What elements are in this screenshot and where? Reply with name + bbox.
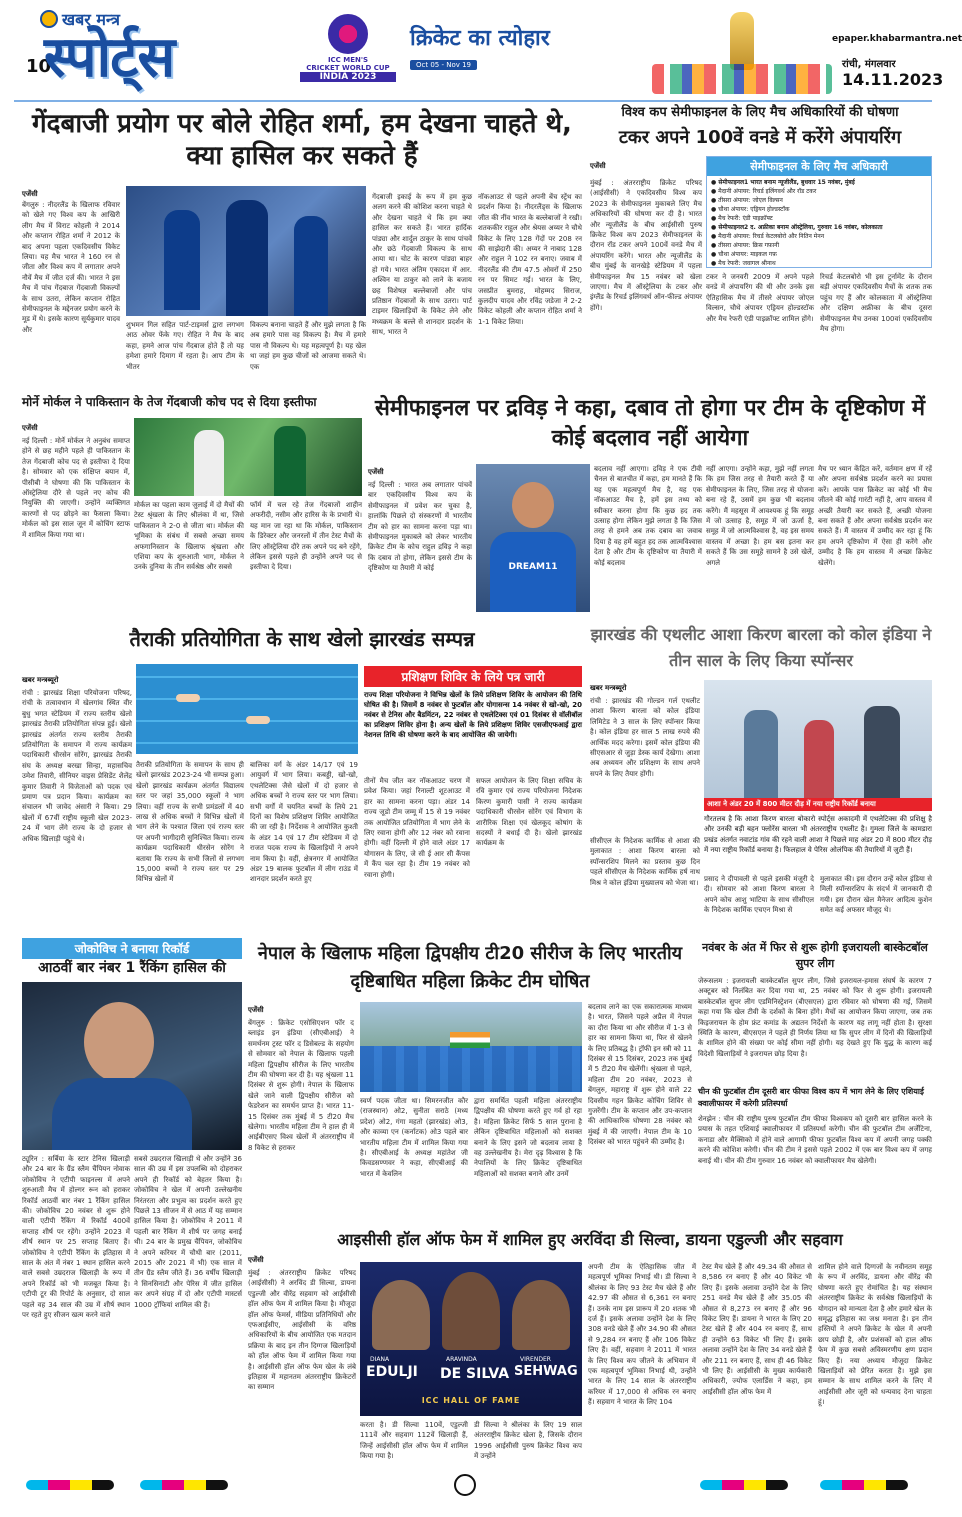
hof-col-3: डी सिल्वा ने श्रीलंका के लिए 19 साल अंतरराष्ट्रीय क्रिकेट खेला है, जिसके दौरान 1996 आईसीसी पुरुष क्रिकेट विश्व कप में उन्होंने [474,1421,582,1461]
festival-banner [410,22,610,82]
umpires-col-1: मुंबई : अंतरराष्ट्रीय क्रिकेट परिषद (आईसीसी) ने एकदिवसीय विश्व कप 2023 के सेमीफाइनल मुकाबले लिए मैच अधिकारियों की घोषणा कर दी है। भारत और न्यूजीलैंड के बीच आईसीसी पुरुष क्रिकेट विश्व कप 2023 सेमीफाइनल के दौरान रॉड टकर अपने 100वें वनडे मैच में अंपायरिंग करेंगे। भारत और न्यूजीलैंड के बीच मुंबई के वानखेड़े स्टेडियम में पहला सेमीफाइनल मैच 15 नवंबर को खेला जाएगा। मैच में ऑस्ट्रेलिया के टकर और इंग्लैंड के रिचर्ड इलिंगवर्थ ऑन-फील्ड अंपायर होंगे। [590,179,702,312]
morkel-col-1: नई दिल्ली : मोर्ने मोर्कल ने अनुबंध समाप्त होने से छह महीने पहले ही पाकिस्तान के तेज गेंदबाजी कोच पद से इस्तीफा दे दिया है। सोमवार को एक संक्षिप्त बयान में, पीसीबी ने घोषणा की कि पाकिस्तान के ऑस्ट्रेलिया दौरे से पहले नए कोच की नियुक्ति की जाएगी। उन्होंने व्यक्तिगत कारणों से पद छोड़ने का फैसला किया। मोर्कल को इस साल जून में कोचिंग स्टाफ में शामिल किया गया था। [22,437,130,539]
officials-item: ● मैच रेफरी: एंडी पाइक्रॉफ्ट [711,215,773,222]
poster-name-2: DE SILVA [440,1366,510,1382]
morkel-col-3: फॉर्म में चल रहे तेज गेंदबाजों शाहीन अफरीदी, नसीम और हारिस के के प्रभारी थे। यह मान जा रहा था कि मोर्कल, पाकिस्तान के डिरेक्टर और जनरलों में तीन टेस्ट मैचों के लिए ऑस्ट्रेलिया दौरे तक अपने पद बने रहेंगे, लेकिन इससे पहले ही उन्होंने अपने पद से इस्तीफा दे दिया। [250,501,362,572]
dravid-jersey-text: DREAM11 [508,562,558,572]
rohit-col-3: विकल्प बनाना चाहते हैं और मुझे लगता है कि अब हमारे पास वह विकल्प है। मैच में हमारे पास नौ विकल्प थे। यह महत्वपूर्ण है। यह खेल था जहां हम कुछ चीजों को आजमा सकते थे। एक [250,321,366,371]
cwc-label-3: INDIA 2023 [300,72,396,82]
officials-item: ● मैदानी अंपायर: रिचर्ड इलिंगवर्थ और रॉड टकर [711,188,817,195]
poster-footer: ICC HALL OF FAME [421,1396,521,1405]
flags-icon [652,64,832,94]
nepal-col-3: द्वारा समर्थित पहली महिला अंतरराष्ट्रीय द्विपक्षीय की घोषणा करते हुए गर्व हो रहा है। महिला क्रिकेट सिर्फ 5 साल पुराना है लेकिन दृष्टिबाधित महिलाओं को सशक्त बनाने के लिए इसने जो बदलाव लाया है वह उल्लेखनीय है। मेरा दृढ़ विश्वास है कि नेपालियों के लिए क्रिकेट दृष्टिबाधित महिलाओं को सशक्त बनाने और उनमें [474,1097,582,1178]
dravid-dateline: एजेंसी [368,468,384,476]
djokovic-photo [22,982,242,1150]
asha-photo-caption: आशा ने अंडर 20 में 800 मीटर दौड़ में नया राष्ट्रीय रिकॉर्ड बनाया [704,798,932,811]
crosshair-icon [454,1474,476,1496]
asha-photo [704,680,932,798]
rohit-headline: गेंदबाजी प्रयोग पर बोले रोहित शर्मा, हम देखना चाहते थे, क्या हासिल कर सकते हैं [32,109,572,171]
morkel-headline: मोर्ने मोर्कल ने पाकिस्तान के तेज गेंदबाजी कोच पद से दिया इस्तीफा [22,395,317,409]
umpires-col-3: रिचर्ड केटलबोरो भी इस टूर्नामेंट के दौरान बड़ी अंपायर एकदिवसीय मैचों के शतक तक पहुंच गए हैं और कोलकाता में ऑस्ट्रेलिया और दक्षिण अफ्रीका के बीच दूसरा सेमीफाइनल मैच उनका 100वां एकदिवसीय मैच होगा। [820,273,932,334]
officials-item: ● चौथा अंपायर: एड्रियन होल्डस्टॉक [711,206,790,213]
asha-dateline: खबर मन्त्रब्यूरो [590,684,627,692]
umpires-dateline: एजेंसी [590,162,606,170]
rohit-photo [126,186,366,316]
poster-first-3: VIRENDER [520,1356,551,1363]
banner-dates: Oct 05 - Nov 19 [410,60,477,70]
rohit-col-4: गेंदबाजी इकाई के रूप में हम कुछ अलग करने की कोशिश करना चाहते थे और देखना चाहते थे कि हम क्या हासिल कर सकते हैं। भारत हार्दिक पांड्या और शार्दुल ठाकुर के साथ पांचवें और छठे गेंदबाजी विकल्प के साथ आया था। चोट के कारण पांड्या बाहर हो गये। भारत अंतिम एकादश में आर. अश्विन या ठाकुर को लाने के बजाय छह विशेषज्ञ बल्लेबाजों और पांच प्रतिष्ठान गेंदबाजों के साथ उतरा। पार्ट टाइमर खिलाड़ियों के विकेट लेने और मध्यक्रम के बल्ले से शानदार प्रदर्शन के साथ, भारत ने [372,193,472,337]
epaper-link[interactable]: epaper.khabarmantra.net [832,34,962,44]
djokovic-col-1: ट्यूरिन : सर्बिया के स्टार टेनिस खिलाड़ी और 24 बार के ग्रैंड स्लैम चैंपियन नोवाक जोकोविच ने एटीपी फाइनल्स में अपने शुरुआती मैच में होल्गर रून को हराकर रिकॉर्ड आठवीं बार नंबर 1 रैंकिंग हासिल की। जोकोविच 20 नवंबर से शुरू होने वाली एटीपी रैंकिंग में रिकॉर्ड 400वें सप्ताह शीर्ष पर रहेंगे। उन्होंने 2023 में शीर्ष स्थान पर 25 सप्ताह बिताए हैं। जोकोविच ने एटीपी रैंकिंग के इतिहास में साल के अंत में नंबर 1 स्थान हासिल करने वाले सबसे उम्रदराज खिलाड़ी के रूप में अपने रिकॉर्ड को भी मजबूत किया है। एटीपी टूर की रिपोर्ट के अनुसार, दो साल पहले वह 34 साल की उम्र में शीर्ष स्थान पर रहते हुए सीजन खत्म करने वाले [22,1155,130,1320]
training-notice-body: राज्य शिक्षा परियोजना ने विभिन्न खेलों के लिये प्रशिक्षण शिविर के आयोजन की तिथि घोषित की है। जिसमें 8 नवंबर से फुटबॉल और योगासन्स 14 नवंबर से खो-खो, 20 नवंबर से टेनिस और बैडमिंटन, 22 नवंबर से एथलेटिक्स एवं 01 दिसंबर से वॉलीबॉल का प्रशिक्षण शिविर होना है। अन्य खेलों के लिये प्रशिक्षण शिविर एसजीएफआई द्वारा नेशनल तिथि की घोषणा करने के बाद आयोजित की जायेगी। [364,691,582,739]
asha-col-1b: सीसीएल के निदेशक कार्मिक से आशा की मुलाकात : आशा किरण बारला को स्पॉन्सरशिप मिलने का प्रस्ताव कुछ दिन पहले सीसीएल के निदेशक कार्मिक हर्ष नाथ मिश्र ने कोल इंडिया मुख्यालय को भेजा था। [590,837,700,887]
trophy-icon [730,12,754,70]
nepal-col-1: बेंगलुरु : क्रिकेट एसोसिएशन फॉर द ब्लाइंड इन इंडिया (सीएबीआई) ने समर्थनम ट्रस्ट फॉर द डिसेबल्ड के सहयोग से सोमवार को नेपाल के खिलाफ पहली महिला द्विपक्षीय सीरीज के लिए भारतीय टीम की घोषणा कर दी है। यह श्रृंखला 11 दिसंबर से शुरू होगी। नेपाल के खिलाफ खेले जाने वाली द्विपक्षीय सीरीज को फेडरेशन का समर्थन प्राप्त है। भारत 11-15 दिसंबर तक मुंबई में 5 टी20 मैच खेलेगा। भारतीय महिला टीम ने हाल ही में आईबीएसए विश्व खेलों में अंतरराष्ट्रीय में 8 विकेट से हराकर [248,1019,354,1152]
training-notice [364,666,582,762]
training-notice-title: प्रशिक्षण शिविर के लिये पत्र जारी [364,666,582,687]
asha-col-2: प्रसाद ने दीपावली से पहले इसकी मंजूरी दे दी। सोमवार को आशा किरण बारला ने अपने कोच आशु भाटिया के साथ सीसीएल के निदेशक कार्मिक एचएन मिश्रा से [704,875,814,915]
nepal-headline: नेपाल के खिलाफ महिला द्विपक्षीय टी20 सीरीज के लिए भारतीय दृष्टिबाधित महिला क्रिकेट टीम घोषित [257,943,683,992]
isl-headline: नवंबर के अंत में फिर से शुरू होगी इजरायली बास्केटबॉल सुपर लीग [702,941,928,970]
nepal-team-photo [360,1002,582,1092]
masthead [0,0,962,104]
trophy-illustration [652,8,832,98]
asha-col-1: रांची : झारखंड की गोल्डन गर्ल एथलीट आशा किरण बारला को कोल इंडिया लिमिटेड ने 3 साल के लिए स्पॉन्सर किया है। कोल इंडिया हर साल 5 लाख रुपये की आर्थिक मदद करेगा। इसमें कोल इंडिया की सीएसआर से जुड़ा डेस्क कार्य देखेगा। आशा अब अध्ययन और प्रशिक्षण के साथ अपने सपने के लिए तैयार होंगी। [590,697,700,778]
asha-col-3: मुलाकात की। इस दौरान उन्हें कोल इंडिया से मिली स्पॉन्सरशिप के संदर्भ में जानकारी दी गयी। इस दौरान खेल मैनेजर आदित्य कुशेन समेत कई अफसर मौजूद थे। [820,875,932,915]
rohit-col-1: बेंगलुरु : नीदरलैंड के खिलाफ रविवार को खेले गए विश्व कप के आखिरी लीग मैच में विराट कोहली ने 2014 और कप्तान रोहित शर्मा ने 2012 के बाद अपना पहला एकदिवसीय विकेट लिया। यह मैच भारत ने 160 रन से जीता और विश्व कप में लगातार अपने नौवें मैच में जीत दर्ज की। भारत ने इस मैच में पांच गेंदबाज गेंदबाजी विकल्पों के साथ उतरा, लेकिन कप्तान रोहित सेमीफाइनल के मद्देनजर प्रयोग करने के मूड में थे। इसके कारण सूर्यकुमार यादव और [22,201,120,334]
poster-first-1: DIANA [370,1356,390,1363]
dravid-col-1: नई दिल्ली : भारत अब लगातार पांचवें बार एकदिवसीय विश्व कप के सेमीफाइनल में प्रवेश कर चुका है, हालांकि पिछले दो संस्करणों में भारतीय टीम को हार का सामना करना पड़ा था। सेमीफाइनल मुकाबले को लेकर भारतीय क्रिकेट टीम के कोच राहुल द्रविड़ ने कहा कि दबाव तो होगा, लेकिन इससे टीम के दृष्टिकोण या तैयारी में कोई [368,481,472,573]
dravid-col-3: नहीं आएगा। उन्होंने कहा, मुझे नहीं लगता कि हम जिस तरह से तैयारी करते हैं या सेमीफाइनल के लिए, जिस तरह से योजना बना रहे हैं, उसमें हम कुछ भी बदलाव करेंगे। मैं महसूस में आवश्यक हूं कि समूह में जो उत्साह है, समूह में जो ऊर्जा है, समूह में जो आत्मविश्वास है, वह इस समय वास्तव में अच्छा है। हम बस इतना कर सकते हैं कि उस समूहे सामने है उसे खेलें, अगले [706,465,814,567]
djokovic-tagline: जोकोविच ने बनाया रिकॉर्ड [22,938,242,959]
isl-col-2: शेनझेन : चीन की राष्ट्रीय पुरुष फुटबॉल टीम फीफा विश्वकप को दूसरी बार हासिल करने के प्रयास के तहत एशियाई क्वालीफायर में प्रतिस्पर्धा करेगी। चीन की फुटबॉल टीम अर्जेंटिना, कनाडा और मैक्सिको में होने वाले आगामी फीफा फुटबॉल विश्व कप में अपनी जगह पक्की करने की कोशिश करेगी। चीन की टीम ने इससे पहले 2002 में एक बार विश्व कप में जगह बनाई थी। चीन की टीम गुरुवार 16 नवंबर को क्वालीफायर मैच खेलेगी। [698,1115,932,1165]
nepal-dateline: एजेंसी [248,1006,264,1014]
umpires-headline: टकर अपने 100वें वनडे में करेंगे अंपायरिंग [618,127,902,148]
city-day: रांची, मंगलवार [842,59,896,70]
banner-title: क्रिकेट का त्योहार [410,26,550,51]
swim-col-5: सफल आयोजन के लिए शिक्षा सचिव के रवि कुमार एवं राज्य परियोजना निदेशक किरण कुमारी पासी ने राज्य कार्यक्रम पदाधिकारी धीरसेन सोरेंग एवं विभाग के शारीरिक शिक्षा एवं खेलकूद कोषांग के सदस्यों ने बधाई दी है। खेलो झारखंड कार्यक्रम के [476,777,582,848]
officials-item: ● तीसरा अंपायर: जोएल विल्सन [711,197,783,204]
officials-item: ● मैच रेफरी: जवागल श्रीनाथ [711,260,776,267]
officials-item: ● सेमीफाइनल2 द. अफ्रीका बनाम ऑस्ट्रेलिया, गुरुवार 16 नवंबर, कोलकाता [711,224,883,231]
nepal-col-2: स्वर्ण पदक जीता था। सिमरनजीत कौर (राजस्थान) ओ2, सुनीता सराठे (मध्य प्रदेश) ओ2, गंगा महतो (झारखंड) ओ3, और काव्या एन (कर्नाटक) ओ3 पहले बार भारतीय महिला टीम में शामिल किया गया है। सीएबीआई के अध्यक्ष महांतेश जी किवडसण्णवर ने कहा, सीएबीआई की भारत में केवलिन [360,1097,468,1178]
poster-name-3: SEHWAG [514,1364,578,1379]
swim-col-2: तैराकी प्रतियोगिता के समापन के साथ ही खेलो झारखंड 2023-24 भी सम्पन्न हुआ। खेलो झारखंड कार्यक्रम अंतर्गत विद्यालय स्तर पर जहां 35,000 स्कूलों ने भाग लिया। वहीं राज्य के सभी प्रमंडलों में 40 लाख से अधिक बच्चों ने विभिन्न खेलों में भाग लेने के पश्चात जिला एवं राज्य स्तर पर अपनी भागीदारी सुनिश्चित किया। राज्य कार्यक्रम पदाधिकारी धीरसेन सोरेंग ने बताया कि राज्य के सभी जिलों से लगभग 15,000 बच्चों ने राज्य स्तर पर 29 विभिन्न खेलों में [136,761,244,884]
hof-col-2: करता है। डी सिल्वा 110वें, एडुल्जी 111वें और सहवाग 112वें खिलाड़ी हैं, जिन्हें आईसीसी हॉल ऑफ फेम में शामिल किया गया है। [360,1421,468,1461]
asha-body: गौरतलब है कि आशा किरण बारला बोकारो स्पोर्ट्स अकादमी में एथलेटिक्स की प्रशिक्षु है और उनकी बड़ी बहन फ्लोरेंस बारला भी अंतरराष्ट्रीय एथलीट है। गुमला जिले के कामडारा प्रखंड अंतर्गत नवाटांड गांव की रहने वाली आशा ने पिछले माह अंडर 20 में 800 मीटर दौड़ में नया राष्ट्रीय रिकॉर्ड बनाया है। फिलहाल वे पेरिस ओलंपिक की तैयारियों में जुटी हैं। [704,815,932,855]
dravid-photo [476,464,590,612]
officials-item: ● मैदानी अंपायर: रिचर्ड केटलबोरो और नितिन मेनन [711,233,825,240]
section-title: स्पोर्ट्स [44,25,175,90]
swim-col-1: रांची : झारखंड शिक्षा परियोजना परिषद, रांची के तत्वावधान में खेलगांव स्थित वीर बुधु भगत स्टेडियम में राज्य स्तरीय खेलो झारखंड तैराकी प्रतियोगिता संपन्न हुई। खेलो झारखंड अंतर्गत राज्य स्तरीय तैराकी प्रतियोगिता के समापन में राज्य कार्यक्रम पदाधिकारी धीरसेन सोरेंग, झारखंड तैराकी संघ के अध्यक्ष बरखा सिन्हा, महासचिव उमेश तिवारी, सीनियर वाइस प्रेसिडेंट शैलेंद्र कुमार तिवारी ने विजेताओं को पदक एवं प्रमाण पत्र प्रदान किया। कार्यक्रम का संचालन भी जावेद अंसारी ने किया। 29 खेलों में 67वीं राष्ट्रीय स्कूली खेल 2023-24 में भाग लेंगे राज्य के दो हजार से अधिक खिलाड़ी पहुंचे थे। [22,689,132,843]
umpires-col-2: टकर ने जनवरी 2009 में अपने पहले वनडे में अंपायरिंग की थी और उनके इस ऐतिहासिक मैच में तीसरे अंपायर जोएल विल्सन, चौथे अंपायर एड्रियन होल्डस्टॉक और मैच रेफरी एंडी पाइक्रॉफ्ट शामिल होंगे। [706,273,814,323]
hof-col-6: शामिल होने वाले दिग्गजों के नवीनतम समूह के रूप में अरविंद, डायना और वीरेंद्र की घोषणा करते हुए रोमांचित है। यह संस्थान अंतरराष्ट्रीय क्रिकेट के सर्वश्रेष्ठ खिलाड़ियों के योगदान को मान्यता देता है और हमारे खेल के समृद्ध इतिहास का जश्न मनाता है। इन तीन हस्तियों ने अपने क्रिकेट के खेल में अपनी छाप छोड़ी है, और प्रशंसकों को हाल ऑफ फेम में कुछ सबसे अविस्मरणीय क्षण प्रदान किए हैं। नया अध्याय मौजूदा क्रिकेट खिलाड़ियों को प्रेरित करता है। मुझे इस सम्मान के साथ शामिल करने के लिए में आईसीसी और जूरी को धन्यवाद देना चाहता हूं। [818,1263,932,1407]
dravid-headline: सेमीफाइनल पर द्रविड़ ने कहा, दबाव तो होगा पर टीम के दृष्टिकोण में कोई बदलाव नहीं आयेगा [374,396,926,451]
officials-list [707,176,931,270]
officials-item: ● चौथा अंपायर: माइकल गफ़ [711,251,777,258]
registration-marks [0,1470,945,1510]
rohit-col-2: शुभमन गिल सहित पार्ट-टाइमर्स द्वारा लगभग आठ ओवर फेंके गए। रोहित ने मैच के बाद कहा, हमने आज पांच गेंदबाज होते हैं तो यह हमेशा हमारे दिमाग में रहता है। आप टीम के भीतर [126,321,244,371]
poster-name-1: EDULJI [366,1364,418,1380]
swim-headline: तैराकी प्रतियोगिता के साथ खेलो झारखंड सम्पन्न [129,627,475,651]
cwc-emblem-icon [328,14,368,54]
djokovic-col-2: सबसे उम्रदराज खिलाड़ी थे और उन्होंने 36 साल की उम्र में इस उपलब्धि को दोहराकर अपने ही रिकॉर्ड को बेहतर किया है। जोकोविच ने खेल में अपनी उल्लेखनीय निरंतरता और प्रभुत्व का प्रदर्शन करते हुए पिछले 13 सीजन में से आठ में यह सम्मान हासिल किया है। जोकोविच ने 2011 में पहली बार रैंकिंग में शीर्ष पर जगह बनाई थी। 24 बार के प्रमुख चैंपियन, जोकोविच ने अपने करियर में चौथी बार (2011, 2015 और 2021 में भी) एक साल में तीन ग्रैंड स्लैम जीते हैं। 36 वर्षीय खिलाड़ी ने सिनसिनाटी और पेरिस में जीत हासिल कर अपने संग्रह में दो और एटीपी मास्टर्स 1000 ट्रॉफियां शामिल की हैं। [134,1155,242,1309]
umpires-kicker: विश्व कप सेमीफाइनल के लिए मैच अधिकारियों की घोषणा [621,105,899,120]
officials-item: ● सेमीफाइनल1 भारत बनाम न्यूजीलैंड, बुधवार 15 नवंबर, मुंबई [711,179,855,186]
asha-headline: झारखंड की एथलीट आशा किरण बारला को कोल इंडिया ने तीन साल के लिए किया स्पॉन्सर [590,625,932,670]
rohit-col-5: नॉकआउट से पहले अपनी बेंच स्ट्रेंथ का प्रदर्शन किया है। नीदरलैंड्स के खिलाफ जीत की नींव भारत के बल्लेबाजों ने रखी। शतककीर राहुल और श्रेयस अय्यर ने चौथे विकेट के लिए 128 गेंदों पर 208 रन की साझेदारी की। अय्यर ने नाबाद 128 और राहुल ने 102 रन बनाए। जवाब में नीदरलैंड की टीम 47.5 ओवरों में 250 रन पर सिमट गई। भारत के लिए, जसप्रीत बुमराह, मोहम्मद सिराज, कुलदीप यादव और रविंद्र जडेजा ने 2-2 विकेट कोहली और कप्तान रोहित शर्मा ने 1-1 विकेट लिया। [478,193,582,326]
morkel-dateline: एजेंसी [22,424,38,432]
cwc-label-2: CRICKET WORLD CUP [306,64,390,72]
issue-date: 14.11.2023 [842,70,944,89]
dravid-col-2: बदलाव नहीं आएगा। द्रविड़ ने एक टीवी चैनल से बातचीत में कहा, हम मानते हैं कि यह एक महत्वपूर्ण मैच है, यह एक नॉकआउट मैच है, हमें इस तथ्य को स्वीकार करना होगा कि कुछ हद तक उत्साह होगा लेकिन मुझे लगता है कि जिस तरह से हमने अब तक दबाव का जवाब दिया है वह हमें बहुत हद तक आत्मविश्वास देता है और टीम के दृष्टिकोण या तैयारी में कोई बदलाव [594,465,702,567]
cwc-label-1: ICC MEN'S [327,56,369,64]
hof-dateline: एजेंसी [248,1256,264,1264]
hof-col-5: टेस्ट मैच खेले हैं और 49.34 की औसत से 8,586 रन बनाए हैं और 40 विकेट भी लिए हैं। इसके अलावा उन्होंने देश के लिए 251 वनडे मैच खेले हैं और 35.05 की औसत से 8,273 रन बनाए हैं और 96 विकेट लिए हैं। डायना ने भारत के लिए 20 टेस्ट खेले हैं और 404 रन बनाए हैं, साथ ही उन्होंने 63 विकेट भी लिए हैं। इसके अलावा उन्होंने देश के लिए 34 वनडे खेले हैं और 211 रन बनाए हैं, साथ ही 46 विकेट भी लिए हैं। आईसीसी के मुख्य कार्यकारी अधिकारी, ज्योफ एलार्डिस ने कहा, हम आईसीसी हॉल ऑफ फेम में [702,1263,812,1396]
djokovic-headline: आठवीं बार नंबर 1 रैंकिंग हासिल की [38,960,226,976]
hof-headline: आइसीसी हॉल ऑफ फेम में शामिल हुए अरविंदा डी सिल्वा, डायना एडुल्जी और सहवाग [337,1230,843,1249]
swim-dateline: खबर मन्त्रब्यूरो [22,676,59,684]
brand-name: खबर मन्त्र [62,10,120,29]
officials-item: ● तीसरा अंपायर: क्रिस गफ़ानी [711,242,780,249]
nepal-col-4: बदलाव लाने का एक सकारात्मक माध्यम है। भारत, जिसने पहले अप्रैल में नेपाल का दौरा किया था और सीरीज में 1-3 से हार का सामना किया था, फिर से खेलने के लिए प्रतिबद्ध है। ट्रॉफी इन स्त्री को 11 दिसंबर से 15 दिसंबर, 2023 तक मुंबई में 5 टी20 मैच खेलेंगी। श्रृंखला से पहले, महिला टीम 20 नवंबर, 2023 से बेंगलुरु, महाराष्ट्र में शुरू होने वाले 22 दिवसीय गहन क्रिकेट कोचिंग शिविर से गुजरेंगी। टीम के कप्तान और उप-कप्तान की आधिकारिक घोषणा 28 नवंबर को मुंबई में की जाएगी। नेपाल टीम के 10 दिसंबर को भारत पहुंचने की उम्मीद है। [588,1003,692,1147]
swim-col-3: बालिका वर्ग के अंडर 14/17 एवं 19 आयुवर्ग में भाग लिया। कबड्डी, खो-खो, एथलेटिक्स जैसे खेलों में दो हजार से अधिक बच्चों ने राज्य स्तर पर भाग लिया। सभी वर्गों में चयनित बच्चों के लिये 21 दिनों का विशेष प्रशिक्षण शिविर आयोजित की जा रही है। निर्देशक ने आयोजित कुश्ती के अंडर 14 एवं 17 टीम स्टेडियम में दो राजत पदक राज्य के खिलाड़ियों ने अपने नाम किया है। वहीं, क्षेत्रनगर में आयोजित अंडर 19 बालक फुटबॉल में लीग राउंड में शानदार प्रदर्शन करते हुए [250,761,358,884]
masthead-rule [14,100,932,102]
swim-photo [136,664,358,754]
officials-box-title: सेमीफाइनल के लिए मैच अधिकारी [707,157,931,176]
isl-col-1: जेरूसलम : इजरायली बास्केटबॉल सुपर लीग, जिसे इजरायल-हमास संघर्ष के कारण 7 अक्टूबर को निलंबित कर दिया गया था, 25 नवंबर को फिर से शुरू होगी। इजरायली बास्केटबॉल सुपर लीग एडमिनिस्ट्रेशन (बीएसएल) द्वारा रविवार को घोषणा की गई, जिसमें कहा गया कि खेल टीवी के दर्शकों के बिना होंगे। मैचों का आयोजन किया जाएगा, जब तक किइजरायल के होम फ्रंट कमांड के अद्यतन निर्देशों के कारण यह लागू नहीं होता है। सुरक्षा स्थिति के कारण, बीएसएल ने पहले ही निर्णय लिया था कि सुपर लीग में दिनों की खिलाड़ियों के शामिल होने की संख्या पर कोई सीमा नहीं होगी। यह देखते हुए कि युद्ध के कारण कई विदेशी खिलाड़ियों ने इजरायल छोड़ दिया है। [698,977,932,1058]
poster-first-2: ARAVINDA [446,1356,477,1363]
hof-poster [360,1262,582,1416]
morkel-photo [134,418,362,496]
dravid-col-4: मैच पर ध्यान केंद्रित करें, वर्तमान क्षण में रहें और अपना सर्वश्रेष्ठ प्रदर्शन करने का प्रयास करें। आपके पास क्रिकेट का कोई भी मैच जीतने की कोई गारंटी नहीं है, आप वास्तव में अच्छी तैयारी कर सकते हैं, अच्छी योजना बना सकते हैं और अपना सर्वश्रेष्ठ प्रदर्शन कर सकते हैं। मैं वास्तव में उम्मीद कर रहा हूं कि हम अपने दृष्टिकोण में ऐसा ही करेंगे और उम्मीद है कि हम वास्तव में अच्छा क्रिकेट खेलेंगे। [818,465,932,567]
swim-col-4: तीनों मैच जीत कर नॉकआउट चरण में प्रवेश किया। जहां रिनाल्टी शूटआउट में हार का सामना करना पड़ा। अंडर 14 राज्य जूडो टीम जम्मू में 15 से 19 नवंबर तक आयोजित प्रतियोगिता में भाग लेने के लिए रवाना होगी और 12 नंबर को रवाना होगी। वहीं दिल्ली में होने वाले अंडर 17 योगासन के लिए, जे सी ई आर सी कैंपस में कैंप चल रहा है। टीम 19 नवंबर को रवाना होगी। [364,777,470,879]
hof-col-4: अपनी टीम के ऐतिहासिक जीत में महत्वपूर्ण भूमिका निभाई थी। डी सिल्वा ने श्रीलंका के लिए 93 टेस्ट मैच खेले हैं और 42.97 की औसत से 6,361 रन बनाए हैं। उनके नाम इस प्रारूप में 20 शतक भी दर्ज हैं। इसके अलावा उन्होंने देश के लिए 308 वनडे खेले हैं और 34.90 की औसत से 9,284 रन बनाए हैं और 106 विकेट लिए हैं। वहीं, सहवाग ने 2011 में भारत के लिए विश्व कप जीतने के अभियान में एक महत्वपूर्ण भूमिका निभाई थी, उन्होंने भारत के लिए 14 साल के अंतरराष्ट्रीय करियर में 17,000 से अधिक रन बनाए हैं। सहवाग ने भारत के लिए 104 [588,1263,696,1407]
rohit-dateline: एजेंसी [22,190,38,198]
hof-col-1: मुंबई : अंतरराष्ट्रीय क्रिकेट परिषद (आईसीसी) ने अरविंद डी सिल्वा, डायना एडुल्जी और वीरेंद्र सहवाग को आईसीसी हॉल ऑफ फेम में शामिल किया है। मौजूदा हॉल ऑफ फेमर्स, मीडिया प्रतिनिधियों और एफआईसीए, आईसीसी के वरिष्ठ अधिकारियों के बीच आयोजित एक मतदान प्रक्रिया के बाद इन तीन दिग्गज खिलाड़ियों को हॉल ऑफ फेम में शामिल किया गया है। आईसीसी हॉल ऑफ फेम खेल के लंबे इतिहास में महानतम अंतरराष्ट्रीय क्रिकेटरों का सम्मान [248,1269,356,1392]
china-headline: चीन की फुटबॉल टीम दूसरी बार फीफा विश्व कप में भाग लेने के लिए एशियाई क्वालीफायर में करेगी प्रतिस्पर्धा [698,1087,924,1108]
page-number: 10 [26,56,52,77]
cwc-logo [300,14,396,94]
morkel-col-2: मोर्कल का पहला काम जुलाई में दो मैचों की टेस्ट श्रृंखला के लिए श्रीलंका में था, जिसे पाकिस्तान ने 2-0 से जीता था। मोर्कल की भूमिका के संबंध में सबसे अच्छा समय अफगानिस्तान के खिलाफ श्रृंखला और एशिया कप के शुरुआती भाग, मोर्कल ने उनके दुनिया के तीन सर्वश्रेष्ठ और सबसे [134,501,244,572]
officials-box [706,156,932,268]
